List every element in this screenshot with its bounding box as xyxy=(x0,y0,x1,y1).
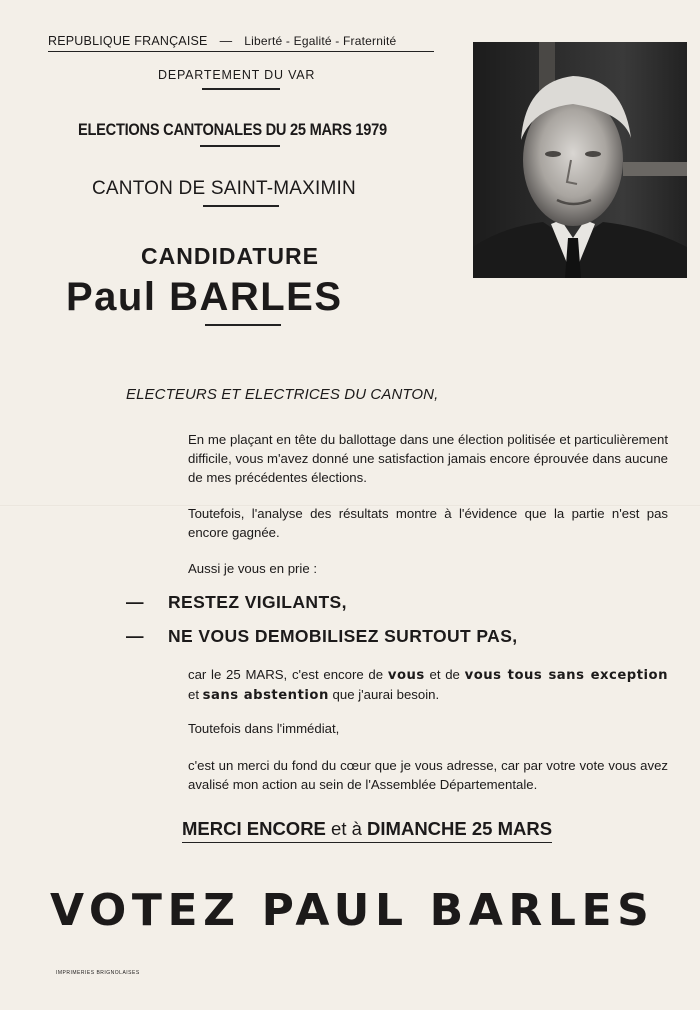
call-demobilisez xyxy=(126,626,518,647)
call-demobilisez-text: NE VOUS DEMOBILISEZ SURTOUT PAS, xyxy=(168,626,518,646)
printer-credit: IMPRIMERIES BRIGNOLAISES xyxy=(56,970,140,976)
paragraph-5: Toutefois dans l'immédiat, xyxy=(188,721,340,736)
candidate-name-underline xyxy=(205,324,281,326)
paragraph-6 xyxy=(126,756,668,794)
call-vigilants xyxy=(126,592,347,613)
paragraph-4-part: et de xyxy=(424,667,465,682)
paragraph-2-text: Toutefois, l'analyse des résultats montre à l'évidence que la partie n'est pas encore gagnée. xyxy=(188,506,668,540)
devise-text: Liberté - Egalité - Fraternité xyxy=(244,34,397,48)
election-title: ELECTIONS CANTONALES DU 25 MARS 1979 xyxy=(78,120,387,139)
call-vigilants-text: RESTEZ VIGILANTS, xyxy=(168,592,347,612)
paragraph-6-text: c'est un merci du fond du cœur que je vous adresse, car par votre vote vous avez avalisé mon action au sein de l'Assemblée Départementale. xyxy=(188,758,668,792)
merci-encore: MERCI ENCORE xyxy=(182,818,326,839)
departement-underline xyxy=(202,88,280,90)
canton-underline xyxy=(203,205,279,207)
emphasis-sans-abstention: sans abstention xyxy=(202,688,329,703)
header-separator: — xyxy=(219,34,233,48)
paragraph-1-text: En me plaçant en tête du ballottage dans une élection politisée et particulièrement difficile, vous m'avez donné une satisfaction jamais encore éprouvée dans aucune de mes précédentes élections. xyxy=(188,432,668,485)
merci-dimanche: DIMANCHE 25 MARS xyxy=(367,818,553,839)
paragraph-4-part: car le 25 MARS, c'est encore de xyxy=(188,667,388,682)
candidature-label: CANDIDATURE xyxy=(141,243,319,269)
republique-text: REPUBLIQUE FRANÇAISE xyxy=(48,34,208,48)
paragraph-3: Aussi je vous en prie : xyxy=(188,561,318,576)
departement-text: DEPARTEMENT DU VAR xyxy=(158,68,316,82)
emphasis-vous: vous xyxy=(387,668,425,683)
canton-title: CANTON DE SAINT-MAXIMIN xyxy=(92,178,356,199)
paragraph-4-part: et xyxy=(188,687,203,702)
dash-mark: — xyxy=(126,592,144,612)
candidate-name: Paul BARLES xyxy=(66,275,343,319)
paragraph-1 xyxy=(126,430,668,487)
republique-line xyxy=(48,34,434,52)
dash-mark: — xyxy=(126,626,144,646)
emphasis-vous-tous: vous tous sans exception xyxy=(464,668,669,683)
election-title-underline xyxy=(200,145,280,147)
paragraph-4-part: que j'aurai besoin. xyxy=(328,687,440,702)
merci-connector: et à xyxy=(325,818,368,839)
paragraph-4 xyxy=(126,665,668,705)
salutation: ELECTEURS ET ELECTRICES DU CANTON, xyxy=(126,386,439,403)
merci-line xyxy=(182,818,552,843)
slogan: VOTEZ PAUL BARLES xyxy=(50,885,655,936)
candidate-photo xyxy=(473,42,687,278)
paragraph-2 xyxy=(126,504,668,542)
